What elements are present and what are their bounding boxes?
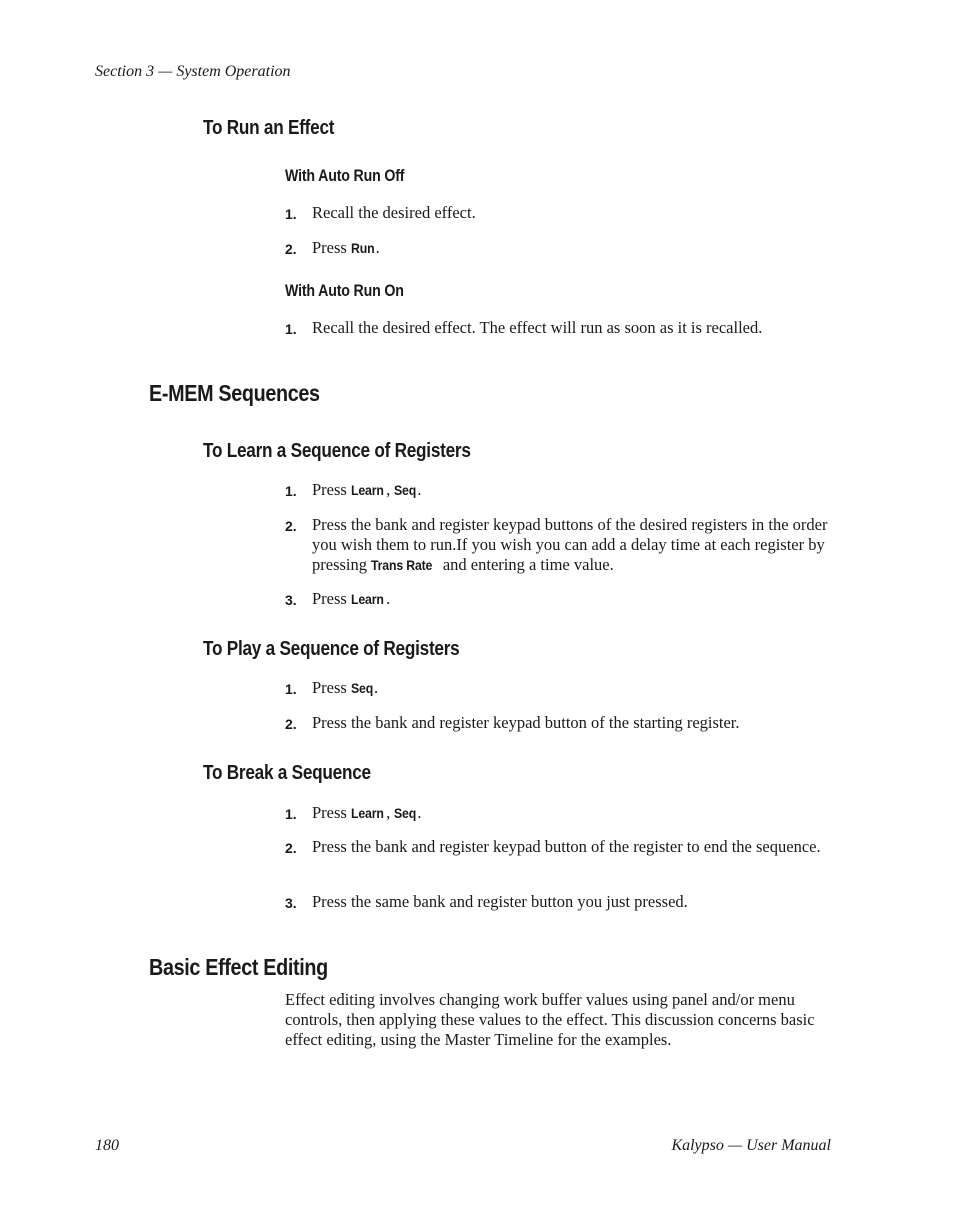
step-number: 1. xyxy=(285,806,297,822)
step-text: Recall the desired effect. The effect will run as soon as it is recalled. xyxy=(312,318,763,337)
keyword-seq: Seq xyxy=(350,680,374,696)
list-item xyxy=(285,589,830,609)
keyword-learn: Learn xyxy=(350,482,384,498)
list-item xyxy=(285,203,830,223)
step-text: Press Run. xyxy=(312,238,380,257)
step-text: Press the bank and register keypad button of the register to end the sequence. xyxy=(312,837,821,856)
keyword-seq: Seq xyxy=(394,482,417,498)
keyword-run: Run xyxy=(350,240,375,256)
step-number: 3. xyxy=(285,592,297,608)
step-number: 1. xyxy=(285,483,297,499)
list-item xyxy=(285,318,830,338)
heading-auto-run-off: With Auto Run Off xyxy=(285,167,405,185)
heading-run-effect: To Run an Effect xyxy=(203,117,335,139)
heading-auto-run-on: With Auto Run On xyxy=(285,282,404,300)
step-number: 2. xyxy=(285,518,297,534)
list-item xyxy=(285,480,830,500)
keyword-seq: Seq xyxy=(394,805,417,821)
list-item xyxy=(285,837,830,857)
step-text: Press Seq. xyxy=(312,678,379,697)
list-item xyxy=(285,892,830,912)
step-text: Press the bank and register keypad button of the starting register. xyxy=(312,713,740,732)
step-text: Press the same bank and register button you just pressed. xyxy=(312,892,688,911)
step-text: Press Learn , Seq. xyxy=(312,480,422,499)
step-number: 2. xyxy=(285,241,297,257)
step-text: Press Learn . xyxy=(312,589,391,608)
heading-basic-effect-editing: Basic Effect Editing xyxy=(149,954,328,980)
step-number: 1. xyxy=(285,321,297,337)
body-paragraph: Effect editing involves changing work buffer values using panel and/or menu controls, then applying these values to the effect. This discussion concerns basic effect editing, using the Master Timeline for the examples. xyxy=(285,990,815,1049)
running-header: Section 3 — System Operation xyxy=(95,63,291,80)
step-text: Press the bank and register keypad buttons of the desired registers in the order you wish them to run.If you wish you can add a delay time at each register by pressing Trans Rate and entering a time value. xyxy=(312,515,828,574)
list-item xyxy=(285,515,830,575)
heading-break-sequence: To Break a Sequence xyxy=(203,762,371,784)
keyword-trans-rate: Trans Rate xyxy=(371,557,433,573)
list-item xyxy=(285,678,830,698)
list-item xyxy=(285,713,830,733)
step-number: 3. xyxy=(285,895,297,911)
keyword-learn: Learn xyxy=(350,805,384,821)
list-item xyxy=(285,803,830,823)
step-number: 2. xyxy=(285,840,297,856)
step-number: 1. xyxy=(285,206,297,222)
step-text: Recall the desired effect. xyxy=(312,203,476,222)
step-text: Press Learn , Seq. xyxy=(312,803,422,822)
heading-play-sequence: To Play a Sequence of Registers xyxy=(203,638,460,660)
heading-learn-sequence: To Learn a Sequence of Registers xyxy=(203,440,471,462)
page-number: 180 xyxy=(95,1137,119,1154)
heading-emem-sequences: E-MEM Sequences xyxy=(149,380,320,406)
step-number: 2. xyxy=(285,716,297,732)
manual-title: Kalypso — User Manual xyxy=(671,1137,831,1154)
keyword-learn: Learn xyxy=(350,591,384,607)
list-item xyxy=(285,238,830,258)
step-number: 1. xyxy=(285,681,297,697)
